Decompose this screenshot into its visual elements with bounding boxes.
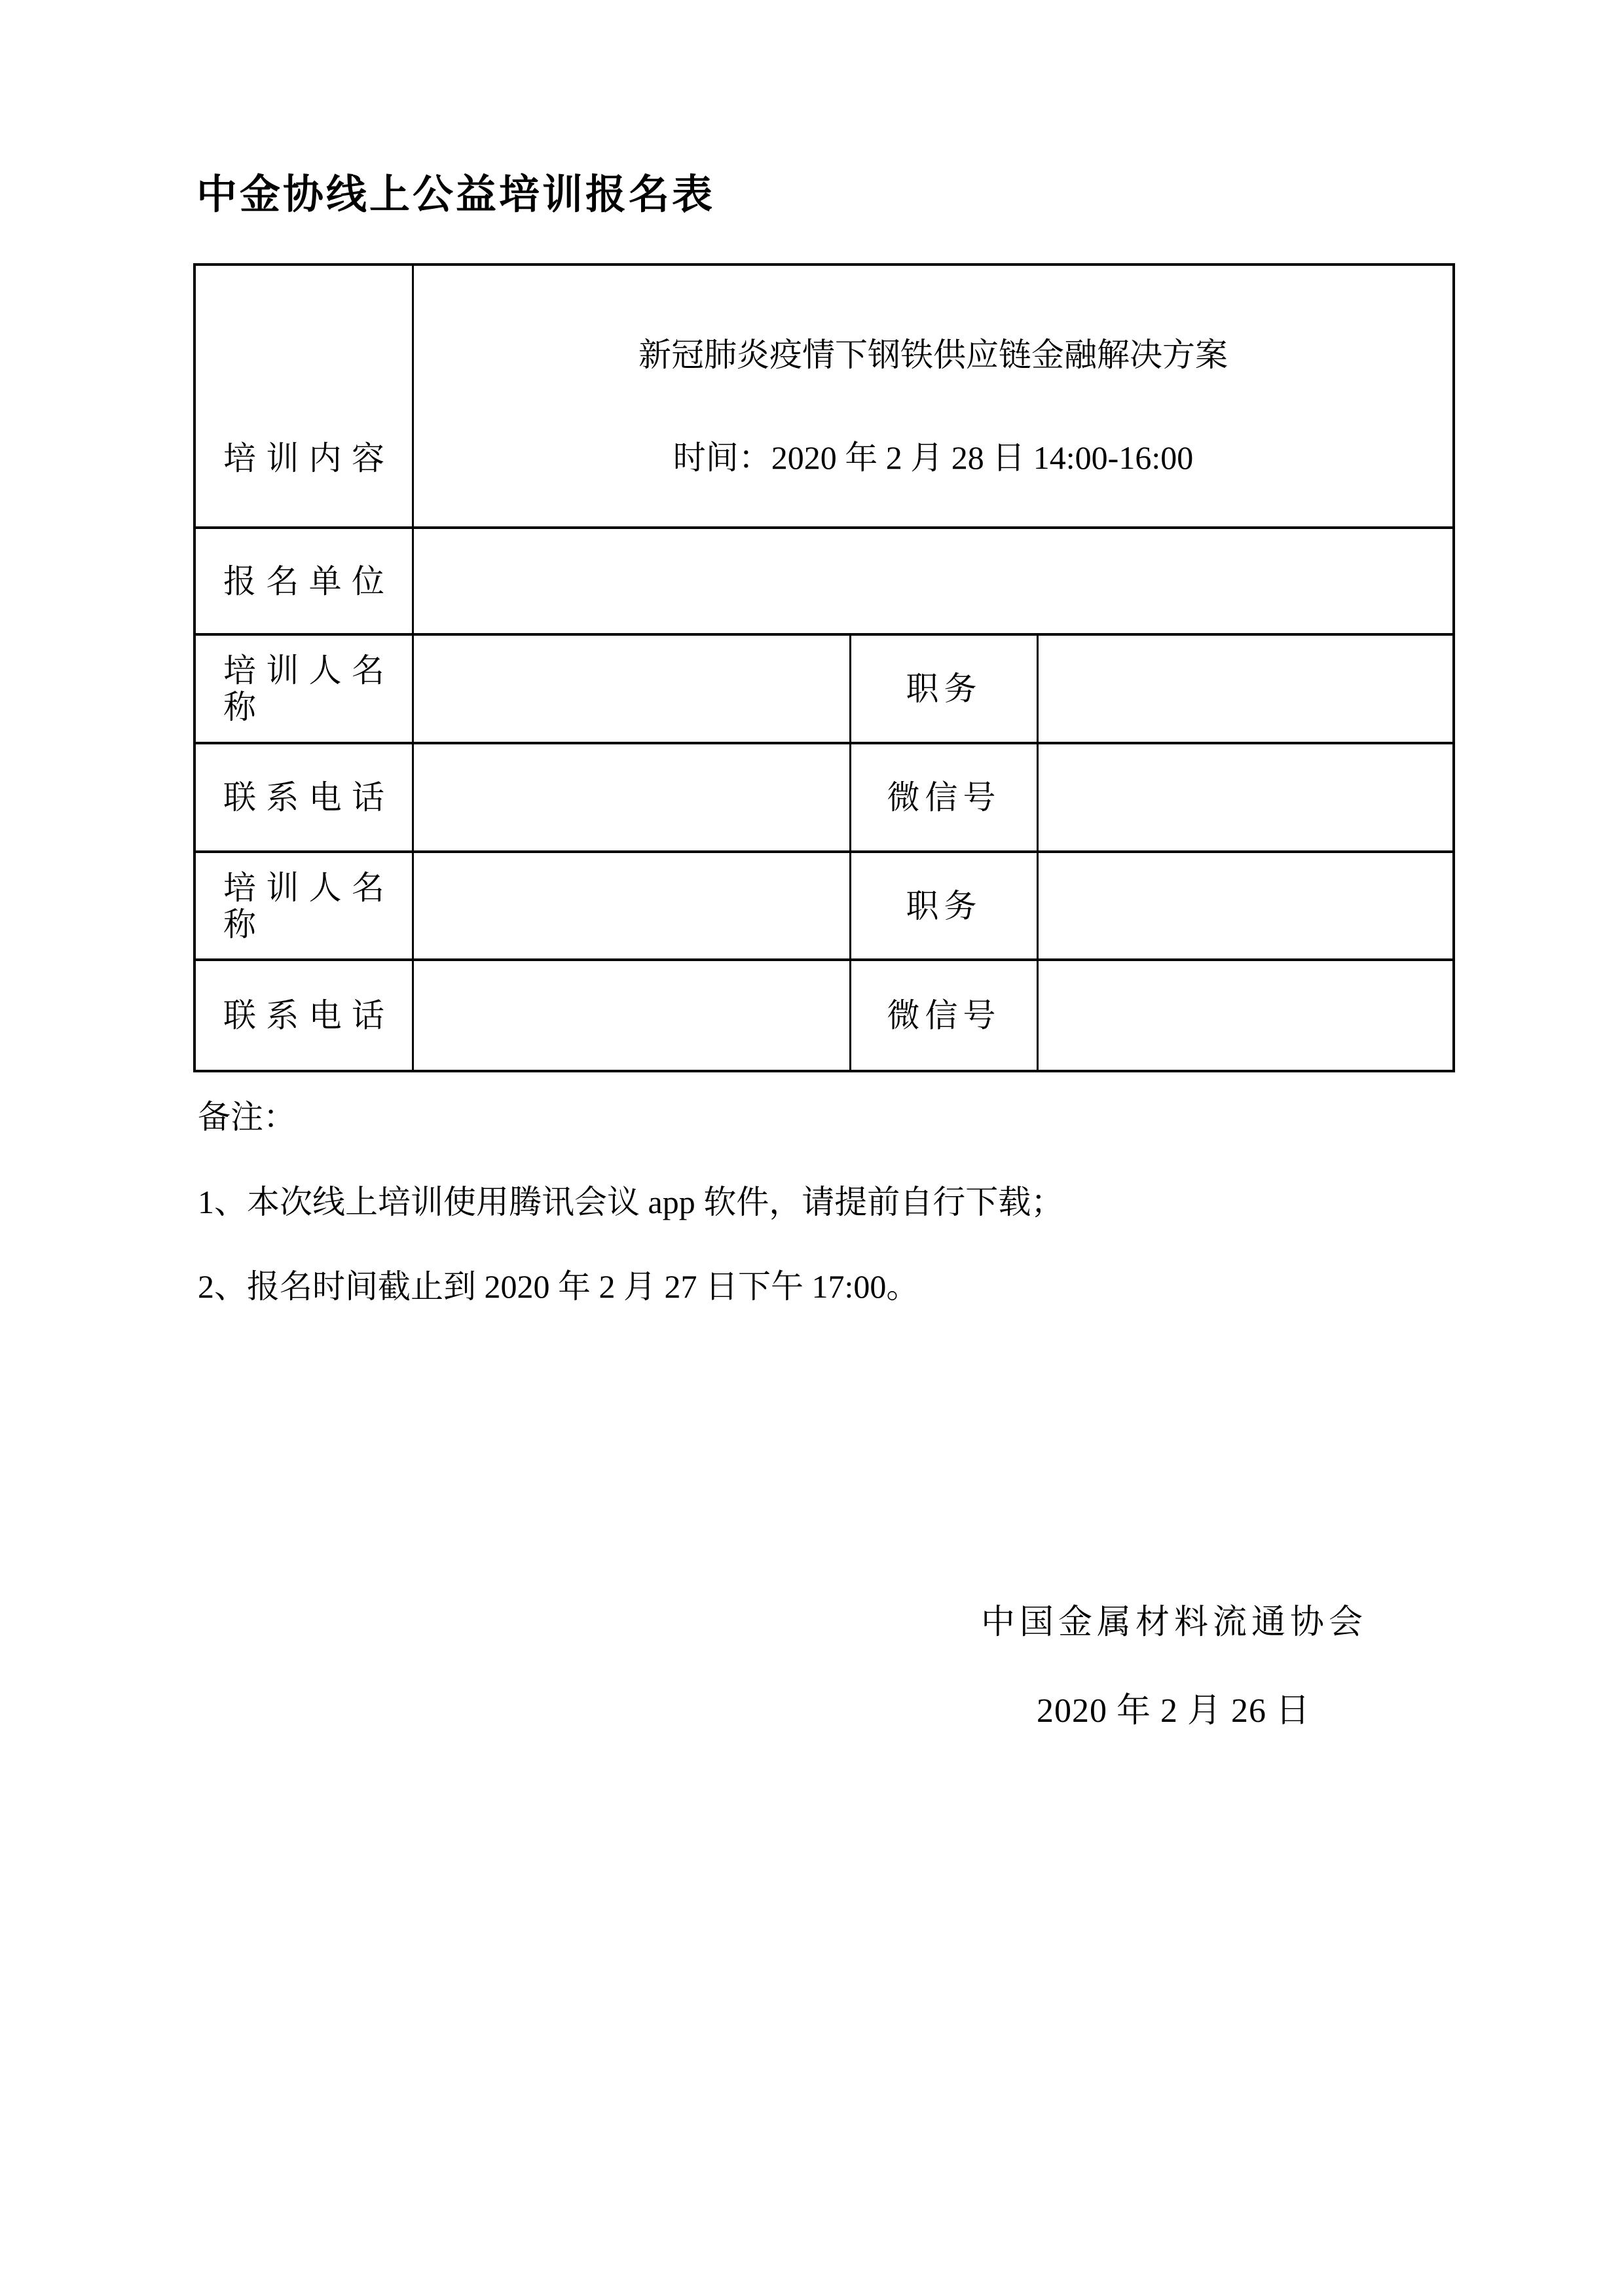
- trainee1-wechat-label-cell: [851, 744, 1039, 853]
- footer-organization: 中国金属材料流通协会: [981, 1604, 1368, 1641]
- trainee2-title-label-cell: [851, 853, 1039, 961]
- unit-label-cell: [196, 529, 414, 636]
- trainee2-title-value-cell: [1039, 853, 1452, 961]
- note-item-2: 2、报名时间截止到 2020 年 2 月 27 日下午 17:00。: [198, 1268, 919, 1305]
- registration-form-table: [193, 263, 1455, 1072]
- training-content-label-cell: [196, 266, 414, 529]
- trainee1-phone-value-cell: [414, 744, 851, 853]
- trainee2-wechat-value-cell: [1039, 961, 1452, 1070]
- trainee1-title-label: 职务: [906, 670, 982, 707]
- trainee1-name-value-cell: [414, 636, 851, 744]
- trainee1-wechat-label: 微信号: [887, 779, 1001, 816]
- trainee1-title-label-cell: [851, 636, 1039, 744]
- trainee2-phone-value-cell: [414, 961, 851, 1070]
- training-topic-text: 新冠肺炎疫情下钢铁供应链金融解决方案: [638, 337, 1228, 373]
- trainee2-wechat-label: 微信号: [887, 997, 1001, 1034]
- trainee2-name-label: 培训人名称: [223, 869, 384, 943]
- unit-value-cell: [414, 529, 1452, 636]
- trainee2-name-value-cell: [414, 853, 851, 961]
- footer-date: 2020 年 2 月 26 日: [1037, 1692, 1311, 1730]
- training-time-text: 时间：2020 年 2 月 28 日 14:00-16:00: [673, 439, 1194, 476]
- unit-label: 报名单位: [223, 562, 384, 600]
- trainee2-wechat-label-cell: [851, 961, 1039, 1070]
- trainee1-title-value-cell: [1039, 636, 1452, 744]
- trainee2-phone-label: 联系电话: [223, 997, 384, 1034]
- training-content-cell: [414, 266, 1452, 529]
- trainee1-wechat-value-cell: [1039, 744, 1452, 853]
- trainee1-name-label-cell: [196, 636, 414, 744]
- notes-heading: 备注：: [198, 1099, 296, 1135]
- document-title: 中金协线上公益培训报名表: [196, 172, 716, 217]
- trainee1-name-label: 培训人名称: [223, 652, 384, 725]
- trainee2-name-label-cell: [196, 853, 414, 961]
- note-item-1: 1、本次线上培训使用腾讯会议 app 软件，请提前自行下载；: [198, 1184, 1064, 1220]
- trainee1-phone-label: 联系电话: [223, 779, 384, 816]
- trainee2-title-label: 职务: [906, 887, 982, 924]
- training-content-label: 培训内容: [223, 440, 384, 477]
- trainee1-phone-label-cell: [196, 744, 414, 853]
- trainee2-phone-label-cell: [196, 961, 414, 1070]
